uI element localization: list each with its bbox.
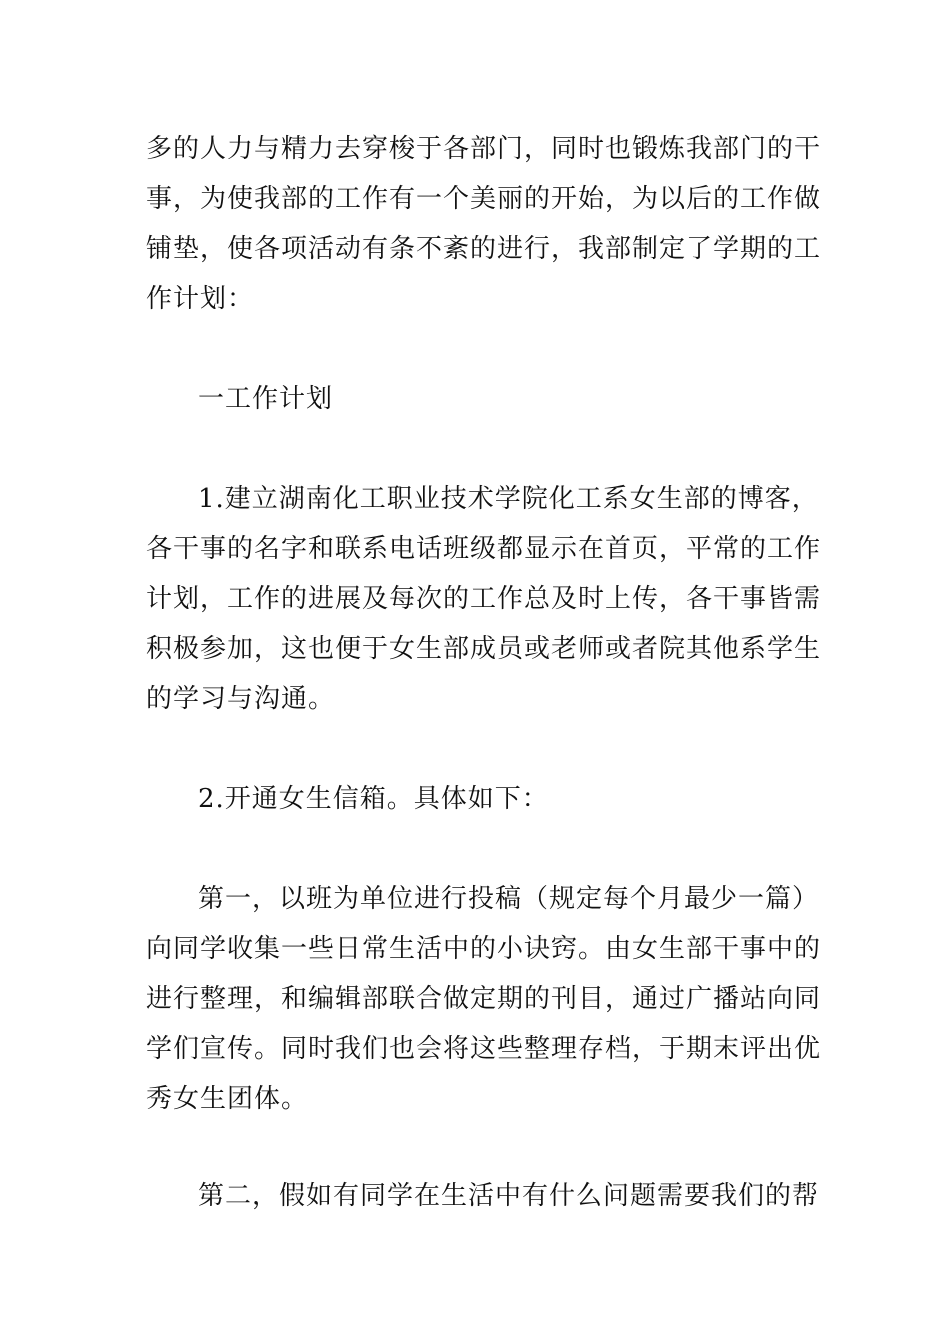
paragraph-1-line-3: 铺垫，使各项活动有条不紊的进行，我部制定了学期的工 — [146, 234, 822, 264]
paragraph-3-line-4: 积极参加，这也便于女生部成员或老师或者院其他系学生 — [146, 634, 822, 664]
paragraph-1-line-4: 作计划： — [146, 284, 255, 314]
paragraph-6-line-1: 第二，假如有同学在生活中有什么问题需要我们的帮 — [198, 1181, 820, 1211]
paragraph-3-line-2: 各干事的名字和联系电话班级都显示在首页，平常的工作 — [146, 534, 822, 564]
paragraph-5-line-1: 第一，以班为单位进行投稿（规定每个月最少一篇） — [198, 884, 820, 914]
paragraph-5-line-5: 秀女生团体。 — [146, 1084, 309, 1114]
paragraph-3-line-5: 的学习与沟通。 — [146, 684, 336, 714]
paragraph-5-line-4: 学们宣传。同时我们也会将这些整理存档，于期末评出优 — [146, 1034, 822, 1064]
paragraph-4-line-1: 2.开通女生信箱。具体如下： — [198, 784, 549, 814]
paragraph-3-line-1: 1.建立湖南化工职业技术学院化工系女生部的博客， — [198, 484, 819, 514]
paragraph-5-line-2: 向同学收集一些日常生活中的小诀窍。由女生部干事中的 — [146, 934, 822, 964]
paragraph-1-line-2: 事，为使我部的工作有一个美丽的开始，为以后的工作做 — [146, 184, 822, 214]
section-heading: 一工作计划 — [198, 384, 334, 414]
paragraph-1-line-1: 多的人力与精力去穿梭于各部门，同时也锻炼我部门的干 — [146, 134, 822, 164]
paragraph-3-line-3: 计划，工作的进展及每次的工作总及时上传，各干事皆需 — [146, 584, 822, 614]
paragraph-5-line-3: 进行整理，和编辑部联合做定期的刊目，通过广播站向同 — [146, 984, 822, 1014]
